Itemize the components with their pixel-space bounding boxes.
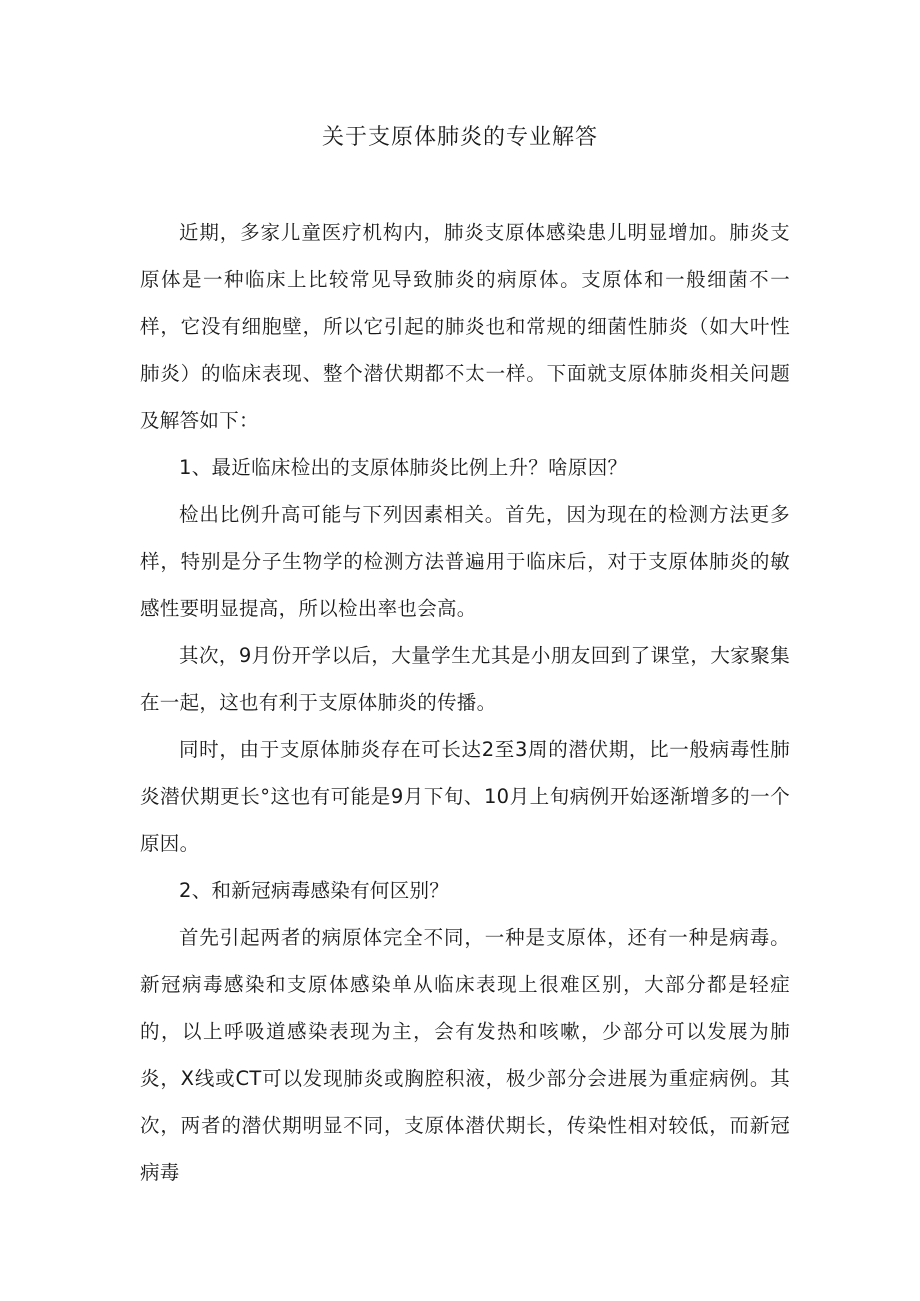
answer-2-paragraph-1: 首先引起两者的病原体完全不同，一种是支原体，还有一种是病毒。新冠病毒感染和支原体感染单从临床表现上很难区别，大部分都是轻症的，以上呼吸道感染表现为主，会有发热和咳嗽，少部分可以发展为肺炎，X线或CT可以发现肺炎或胸腔积液，极少部分会进展为重症病例。其次，两者的潜伏期明显不同，支原体潜伏期长，传染性相对较低，而新冠病毒 (140, 926, 790, 1184)
answer-1-paragraph-1: 检出比例升高可能与下列因素相关。首先，因为现在的检测方法更多样，特别是分子生物学的检测方法普遍用于临床后，对于支原体肺炎的敏感性要明显提高，所以检出率也会高。 (140, 503, 790, 620)
document-body (140, 209, 790, 1196)
answer-1-paragraph-2: 其次，9月份开学以后，大量学生尤其是小朋友回到了课堂，大家聚集在一起，这也有利于支原体肺炎的传播。 (140, 644, 790, 714)
intro-paragraph: 近期，多家儿童医疗机构内，肺炎支原体感染患儿明显增加。肺炎支原体是一种临床上比较常见导致肺炎的病原体。支原体和一般细菌不一样，它没有细胞壁，所以它引起的肺炎也和常规的细菌性肺炎（如大叶性肺炎）的临床表现、整个潜伏期都不太一样。下面就支原体肺炎相关问题及解答如下： (140, 221, 790, 432)
answer-1-paragraph-3: 同时，由于支原体肺炎存在可长达2至3周的潜伏期，比一般病毒性肺炎潜伏期更长°这也有可能是9月下旬、10月上旬病例开始逐渐增多的一个原因。 (140, 738, 790, 855)
document-title: 关于支原体肺炎的专业解答 (321, 125, 598, 150)
question-1-heading: 1、最近临床检出的支原体肺炎比例上升？啥原因？ (179, 456, 628, 479)
question-2-heading: 2、和新冠病毒感染有何区别？ (179, 879, 450, 902)
